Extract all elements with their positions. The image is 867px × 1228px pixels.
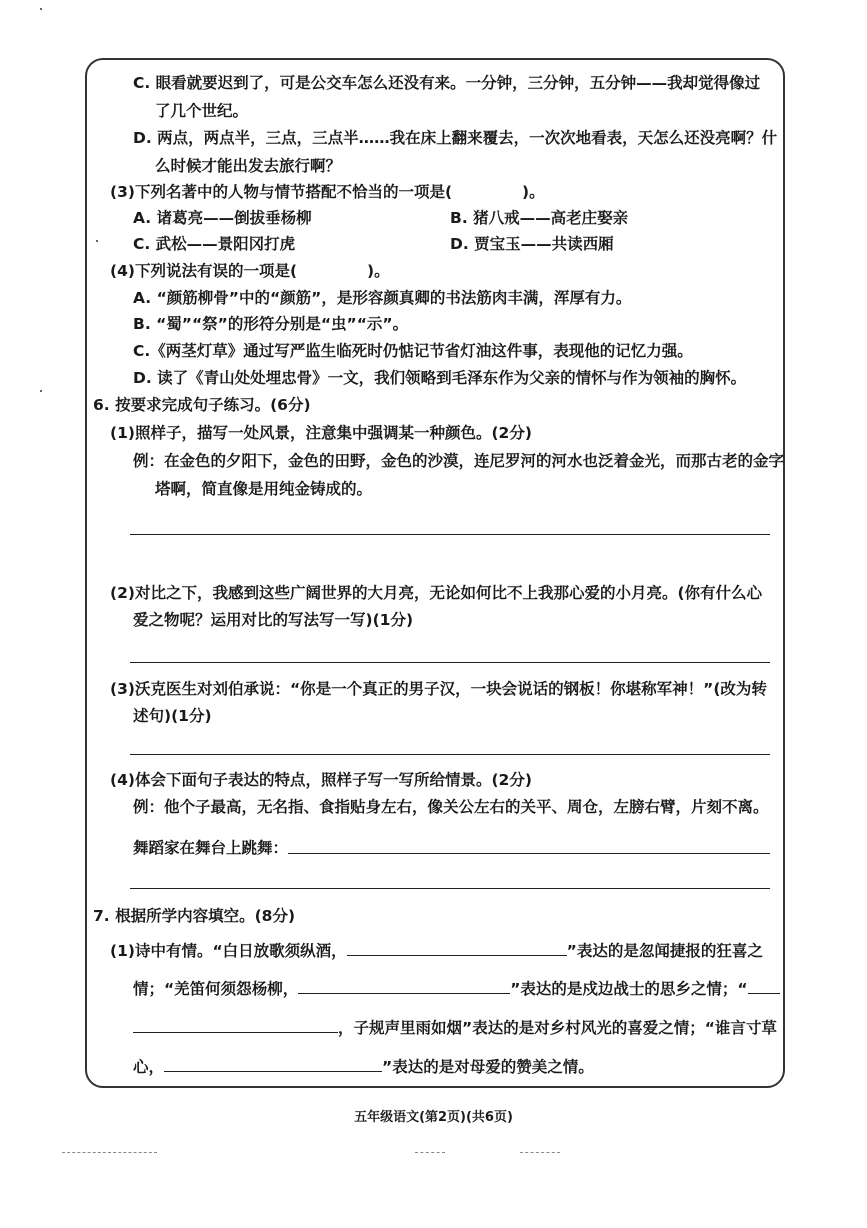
- q5-option-c-line1: C. 眼看就要迟到了，可是公交车怎么还没有来。一分钟，三分钟，五分钟——我却觉得像过: [133, 74, 761, 92]
- q5-part3-option-d: D. 贾宝玉——共读西厢: [450, 235, 614, 253]
- q6-title: 6. 按要求完成句子练习。(6分): [93, 396, 311, 414]
- q7-line4-text-b: ”表达的是对母爱的赞美之情。: [382, 1058, 594, 1076]
- q7-line1-text-a: (1)诗中有情。“白日放歌须纵酒，: [110, 942, 347, 960]
- q7-title: 7. 根据所学内容填空。(8分): [93, 907, 296, 925]
- q5-option-d-line2: 么时候才能出发去旅行啊？: [155, 157, 342, 175]
- q7-line2-text-a: 情；“羌笛何须怨杨柳，: [133, 980, 299, 998]
- q7-line3: [133, 1016, 777, 1038]
- q5-part3-close: )。: [522, 183, 545, 201]
- q7-line1-text-b: ”表达的是忽闻捷报的狂喜之: [566, 942, 763, 960]
- q5-part4-text: (4)下列说法有误的一项是(: [110, 262, 298, 280]
- q5-part3-text: (3)下列名著中的人物与情节搭配不恰当的一项是(: [110, 183, 453, 201]
- q6-part3-line2: 述句)(1分): [133, 707, 212, 725]
- scan-dot: [40, 8, 42, 10]
- scan-dash-left: [62, 1152, 157, 1153]
- scan-dash-right: [520, 1152, 560, 1153]
- q5-part4-close: )。: [367, 262, 390, 280]
- q7-line4: [133, 1055, 594, 1077]
- q6-part4-answer-line2[interactable]: [130, 888, 770, 889]
- q7-line3-text-a: ，子规声里雨如烟”表达的是对乡村风光的喜爱之情；“谁言寸草: [338, 1019, 777, 1037]
- q6-part3-answer-line[interactable]: [130, 754, 770, 755]
- scan-dot: [96, 240, 98, 242]
- q7-line2: [133, 977, 780, 999]
- q6-part4-prompt: 舞蹈家在舞台上跳舞：: [133, 839, 289, 857]
- q5-part4-option-c: C.《两茎灯草》通过写严监生临死时仍惦记节省灯油这件事，表现他的记忆力强。: [133, 342, 693, 360]
- q6-part2-line1: (2)对比之下，我感到这些广阔世界的大月亮，无论如何比不上我那心爱的小月亮。(你有什么心: [110, 584, 763, 602]
- q6-part2-answer-line[interactable]: [130, 662, 770, 663]
- q7-blank3-start[interactable]: [748, 977, 780, 994]
- q6-part4-example: 例：他个子最高，无名指、食指贴身左右，像关公左右的关平、周仓，左膀右臂，片刻不离。: [133, 798, 769, 816]
- q7-blank2[interactable]: [298, 977, 510, 994]
- q7-line1: [110, 939, 763, 961]
- q6-part2-line2: 爱之物呢？运用对比的写法写一写)(1分): [133, 611, 414, 629]
- q6-part1-example-line2: 塔啊，简直像是用纯金铸成的。: [155, 480, 373, 498]
- q5-part3-question: [110, 182, 545, 202]
- q6-part3-line1: (3)沃克医生对刘伯承说：“你是一个真正的男子汉，一块会说话的钢板！你堪称军神！”(改为转: [110, 680, 767, 698]
- q7-blank1[interactable]: [347, 939, 567, 956]
- q6-part1-answer-line[interactable]: [130, 534, 770, 535]
- q5-part4-option-b: B. “蜀”“祭”的形符分别是“虫”“示”。: [133, 315, 409, 333]
- q6-part1-title: (1)照样子，描写一处风景，注意集中强调某一种颜色。(2分): [110, 424, 532, 442]
- scan-dash-center: [415, 1152, 445, 1153]
- q7-line4-text-a: 心，: [133, 1058, 165, 1076]
- q7-blank4[interactable]: [164, 1055, 382, 1072]
- q5-option-c-line2: 了几个世纪。: [155, 102, 249, 120]
- q5-part3-option-b: B. 猪八戒——高老庄娶亲: [450, 209, 629, 227]
- q5-part4-option-a: A. “颜筋柳骨”中的“颜筋”，是形容颜真卿的书法筋肉丰满，浑厚有力。: [133, 289, 632, 307]
- q5-option-d-line1: D. 两点，两点半，三点，三点半……我在床上翻来覆去，一次次地看表，天怎么还没亮啊？什: [133, 129, 778, 147]
- q5-part3-option-c: C. 武松——景阳冈打虎: [133, 235, 296, 253]
- q6-part4-title: (4)体会下面句子表达的特点，照样子写一写所给情景。(2分): [110, 771, 532, 789]
- q5-part4-question: [110, 261, 390, 281]
- q5-part3-option-a: A. 诸葛亮——倒拔垂杨柳: [133, 209, 312, 227]
- page-footer: 五年级语文(第2页)(共6页): [354, 1110, 513, 1125]
- q7-line2-text-b: ”表达的是戍边战士的思乡之情；“: [510, 980, 748, 998]
- q5-part4-option-d: D. 读了《青山处处埋忠骨》一文，我们领略到毛泽东作为父亲的情怀与作为领袖的胸怀。: [133, 369, 747, 387]
- q6-part1-example-line1: 例：在金色的夕阳下，金色的田野，金色的沙漠，连尼罗河的河水也泛着金光，而那古老的金字: [133, 452, 785, 470]
- q6-part4-answer-line1[interactable]: [288, 853, 770, 854]
- q7-blank3[interactable]: [133, 1016, 338, 1033]
- scan-dot: [40, 390, 42, 392]
